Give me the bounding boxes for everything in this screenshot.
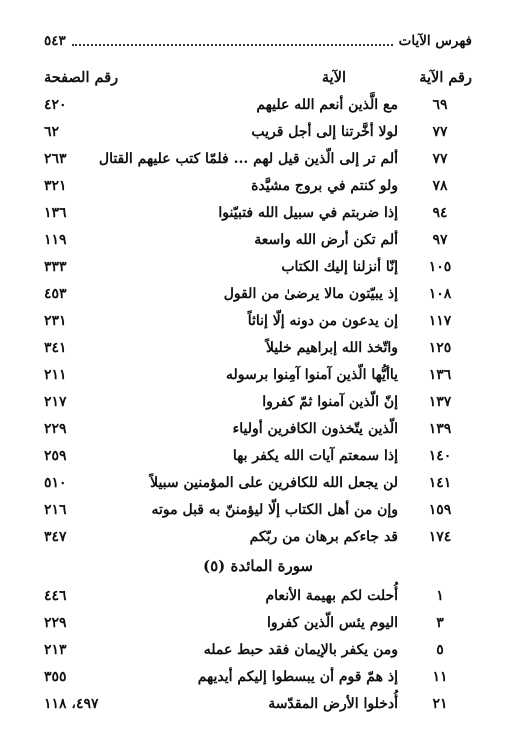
- ayah-text: أُدخلوا الأرض المقدّسة: [268, 696, 398, 712]
- page-ref: ٤٩٧، ١١٨: [44, 696, 99, 712]
- table-row: [44, 201, 472, 225]
- page-ref: ٢١٣: [44, 642, 67, 658]
- ayah-text: ياأيُّها الّذين آمنوا آمِنوا برسوله: [225, 367, 398, 383]
- table-row: [44, 282, 472, 306]
- page-ref: ٢١٦: [44, 502, 67, 518]
- ayah-text: ولو كنتم في بروج مشيَّدة: [251, 178, 398, 194]
- table-row: [44, 390, 472, 414]
- table-row: [44, 309, 472, 333]
- table-row: [44, 147, 472, 171]
- ayah-number: ١: [436, 588, 444, 604]
- ayah-text: إنّا أنزلنا إليك الكتاب: [281, 259, 398, 275]
- ayah-number: ١٤٠: [428, 448, 452, 464]
- page-ref: ٢٥٩: [44, 448, 67, 464]
- ayah-number: ١٧٤: [428, 529, 452, 545]
- ayah-number: ١٥٩: [428, 502, 452, 518]
- table-row: [44, 471, 472, 495]
- table-row: [44, 665, 472, 689]
- ayah-text: قد جاءكم برهان من ربّكم: [249, 529, 398, 545]
- ayah-number: ١١: [432, 669, 448, 685]
- ayah-text: لولا أخَّرتنا إلى أجل قريب: [251, 124, 398, 140]
- page-ref: ٣٤٧: [44, 529, 67, 545]
- ayah-text: ألم تر إلى الّذين قيل لهم ... فلمّا كتب عليهم القتال: [98, 151, 398, 167]
- ayah-number: ٢١: [432, 696, 448, 712]
- ayah-number: ١٠٥: [428, 259, 452, 275]
- table-row: [44, 336, 472, 360]
- page-ref: ٤٥٣: [44, 286, 67, 302]
- table-row: [44, 93, 472, 117]
- ayah-number: ١١٧: [428, 313, 452, 329]
- table-row: [44, 174, 472, 198]
- page-ref: ٢٢٩: [44, 421, 67, 437]
- ayah-number: ١٣٦: [428, 367, 452, 383]
- ayah-number: ٩٤: [432, 205, 448, 221]
- page-ref: ٣٢١: [44, 178, 67, 194]
- table-row: [44, 692, 472, 716]
- ayah-text: إذ همّ قوم أن يبسطوا إليكم أيديهم: [197, 669, 398, 685]
- table-row: [44, 444, 472, 468]
- page-ref: ٥١٠: [44, 475, 67, 491]
- page-ref: ٢١٧: [44, 394, 67, 410]
- ayah-number: ٣: [436, 615, 444, 631]
- ayah-text: اليوم يئس الّذين كفروا: [266, 615, 398, 631]
- ayah-text: إنّ الّذين آمنوا ثمّ كفروا: [262, 394, 398, 410]
- ayah-number: ٧٧: [432, 151, 448, 167]
- page-ref: ٢٢٩: [44, 615, 67, 631]
- page-ref: ٦٢: [44, 124, 60, 140]
- page-ref: ٢٦٣: [44, 151, 67, 167]
- table-row: [44, 255, 472, 279]
- ayah-text: الّذين يتّخذون الكافرين أولياء: [232, 421, 398, 437]
- table-row: [44, 363, 472, 387]
- page-ref: ٢١١: [44, 367, 67, 383]
- ayah-text: إذ يبيّتون مالا يرضىٰ من القول: [223, 286, 398, 302]
- ayah-text: لن يجعل الله للكافرين على المؤمنين سبيلاً: [150, 475, 398, 491]
- ayah-text: إن يدعون من دونه إلّا إناثاً: [247, 313, 398, 329]
- table-row: [44, 584, 472, 608]
- dot-leader: [72, 44, 393, 46]
- ayah-text: وإن من أهل الكتاب إلّا ليؤمننّ به قبل موته: [151, 502, 398, 518]
- page-ref: ١١٩: [44, 232, 67, 248]
- page-ref: ١٣٦: [44, 205, 67, 221]
- ayah-number: ١٠٨: [428, 286, 452, 302]
- ayah-number: ١٣٩: [428, 421, 452, 437]
- ayah-number: ١٤١: [428, 475, 452, 491]
- table-row: [44, 498, 472, 522]
- ayah-number: ١٣٧: [428, 394, 452, 410]
- page-ref: ٣٤١: [44, 340, 67, 356]
- column-headers: [44, 69, 472, 91]
- running-head: [44, 31, 472, 51]
- table-row: [44, 611, 472, 635]
- ayah-text: إذا ضربتم في سبيل الله فتبيّنوا: [218, 205, 398, 221]
- surah-heading: سورة المائدة (٥): [202, 557, 314, 575]
- ayah-number: ٧٧: [432, 124, 448, 140]
- ayah-text: واتّخذ الله إبراهيم خليلاً: [265, 340, 398, 356]
- page-ref: ٣٥٥: [44, 669, 67, 685]
- page-ref: ٤٤٦: [44, 588, 67, 604]
- ayah-number: ١٢٥: [428, 340, 452, 356]
- table-row: [44, 228, 472, 252]
- column-header-page-number: رقم الصفحة: [44, 69, 119, 86]
- ayah-number: ٥: [436, 642, 444, 658]
- ayah-number: ٩٧: [432, 232, 448, 248]
- page-number: ٥٤٣: [44, 33, 66, 49]
- ayah-number: ٧٨: [432, 178, 448, 194]
- ayah-text: إذا سمعتم آيات الله يكفر بها: [232, 448, 398, 464]
- ayah-number: ٦٩: [432, 97, 448, 113]
- ayah-text: ألم تكن أرض الله واسعة: [254, 232, 398, 248]
- page-ref: ٤٢٠: [44, 97, 67, 113]
- table-row: [44, 525, 472, 549]
- table-row: [44, 417, 472, 441]
- page-ref: ٢٣١: [44, 313, 67, 329]
- page-ref: ٣٣٣: [44, 259, 67, 275]
- running-head-title: فهرس الآيات: [398, 33, 472, 49]
- ayah-text: مع الَّذين أنعم الله عليهم: [256, 97, 398, 113]
- column-header-ayah: الآية: [321, 69, 346, 86]
- ayah-text: أُحلت لكم بهيمة الأنعام: [265, 588, 398, 604]
- table-row: [44, 120, 472, 144]
- column-header-ayah-number: رقم الآية: [419, 69, 472, 86]
- ayah-text: ومن يكفر بالإيمان فقد حبط عمله: [203, 642, 398, 658]
- table-row: [44, 638, 472, 662]
